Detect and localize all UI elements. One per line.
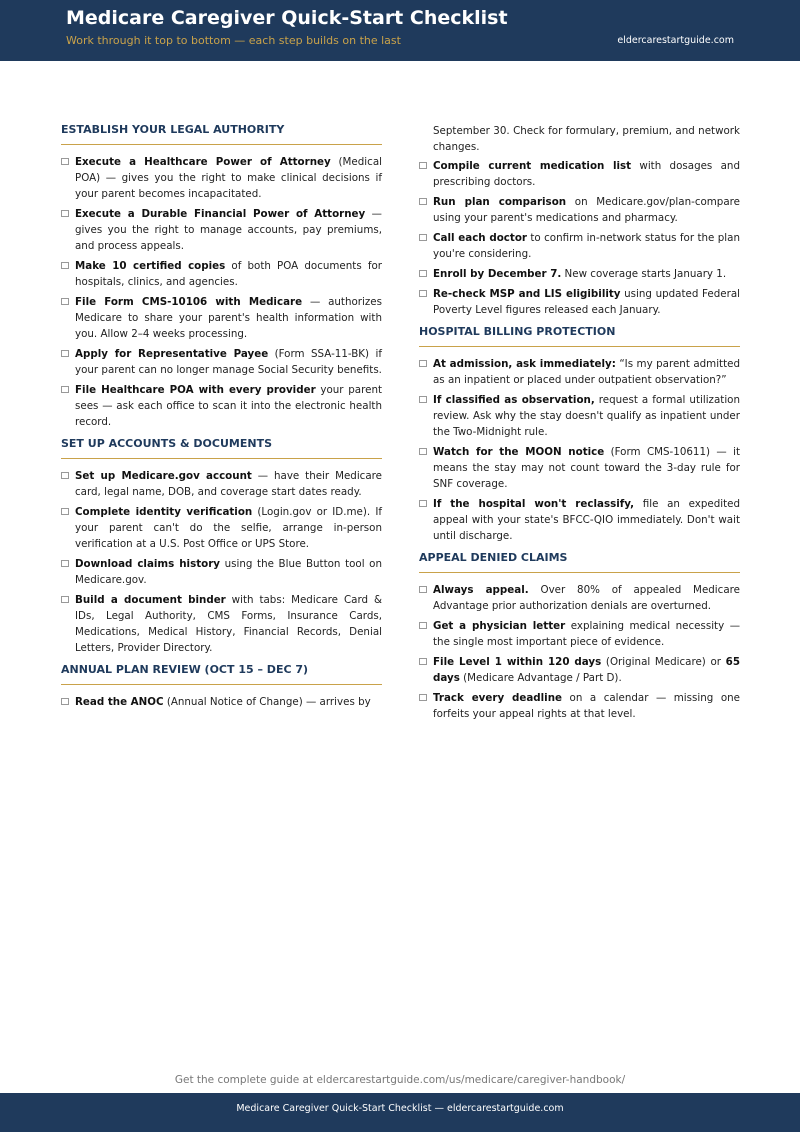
item-bold-text: Re-check MSP and LIS eligibility xyxy=(433,288,621,300)
footer-bar xyxy=(0,1093,800,1132)
checklist-item-text xyxy=(75,346,382,378)
checklist-item-text xyxy=(433,654,740,686)
checklist-item xyxy=(419,690,740,722)
checklist-item-text xyxy=(433,356,740,388)
item-bold-text: Run plan comparison xyxy=(433,196,567,208)
page-header xyxy=(0,0,800,61)
checklist-item-text xyxy=(433,158,740,190)
item-text: — authorizes Medicare to share your parent's health information with you. Allow 2–4 weeks processing. xyxy=(75,296,382,340)
item-bold-text: Compile current medication list xyxy=(433,160,632,172)
section-appeal xyxy=(419,551,740,722)
checklist-item-text xyxy=(75,556,382,588)
item-bold-text: Download claims history xyxy=(75,558,220,570)
checklist-item xyxy=(61,206,382,254)
checklist-item-text xyxy=(75,694,382,710)
item-text: to confirm in-network status for the plan you're considering. xyxy=(433,232,740,260)
checkbox[interactable] xyxy=(61,508,69,515)
item-text: your parent sees — ask each office to scan it into the electronic health record. xyxy=(75,384,383,428)
item-bold-text: 65 days xyxy=(433,656,740,684)
item-bold-text: Watch for the MOON notice xyxy=(433,446,605,458)
checklist-item-text xyxy=(433,496,740,544)
item-text: — have their Medicare card, legal name, DOB, and coverage start dates ready. xyxy=(75,470,382,498)
item-text: of both POA documents for hospitals, clinics, and agencies. xyxy=(75,260,382,288)
item-bold-text: File Level 1 within 120 days xyxy=(433,656,602,668)
item-bold-text: File Form CMS-10106 with Medicare xyxy=(75,296,303,308)
item-bold-text: Complete identity verification xyxy=(75,506,253,518)
item-bold-text: File Healthcare POA with every provider xyxy=(75,384,316,396)
checklist-item-text xyxy=(75,592,382,656)
page-subtitle: Work through it top to bottom — each step builds on the last xyxy=(66,34,401,47)
item-text: (Medicare Advantage / Part D). xyxy=(459,672,622,684)
item-text: on a calendar — missing one forfeits your appeal rights at that level. xyxy=(433,692,740,720)
checklist-item-text xyxy=(433,582,740,614)
section-title: APPEAL DENIED CLAIMS xyxy=(419,551,740,573)
checklist-item xyxy=(61,592,382,656)
checklist-item xyxy=(419,496,740,544)
checkbox[interactable] xyxy=(61,560,69,567)
checkbox[interactable] xyxy=(419,198,427,205)
section-annual-continued xyxy=(419,123,740,318)
item-bold-text: Call each doctor xyxy=(433,232,527,244)
checklist-item xyxy=(419,618,740,650)
checklist-item-text xyxy=(433,618,740,650)
checkbox[interactable] xyxy=(61,210,69,217)
section-hospital xyxy=(419,325,740,544)
checkbox[interactable] xyxy=(61,158,69,165)
item-text: (Form CMS-10611) — it means the stay may not count toward the 3-day rule for SNF coverage. xyxy=(433,446,740,490)
item-text: New coverage starts January 1. xyxy=(561,268,727,280)
section-accounts xyxy=(61,437,382,656)
item-text: with tabs: Medicare Card & IDs, Legal Authority, CMS Forms, Insurance Cards, Medications, Medical History, Financial Records, Denial Letters, Provider Directory. xyxy=(75,594,382,654)
checklist-item-text xyxy=(75,382,382,430)
checkbox[interactable] xyxy=(419,500,427,507)
item-bold-text: Execute a Healthcare Power of Attorney xyxy=(75,156,331,168)
item-bold-text: Get a physician letter xyxy=(433,620,566,632)
checklist-item-text xyxy=(75,294,382,342)
checklist-item-text xyxy=(433,392,740,440)
checklist-item xyxy=(419,392,740,440)
checklist-item-text xyxy=(433,266,740,282)
item-text: (Form SSA-11-BK) if your parent can no longer manage Social Security benefits. xyxy=(75,348,382,376)
checkbox[interactable] xyxy=(419,360,427,367)
checklist-item-text xyxy=(75,504,382,552)
item-text: with dosages and prescribing doctors. xyxy=(433,160,740,188)
checkbox[interactable] xyxy=(61,298,69,305)
section-annual xyxy=(61,663,382,710)
checkbox[interactable] xyxy=(419,162,427,169)
footer-bar-text: Medicare Caregiver Quick-Start Checklist — eldercarestartguide.com xyxy=(236,1103,564,1114)
checkbox[interactable] xyxy=(61,472,69,479)
item-text: (Login.gov or ID.me). If your parent can't do the selfie, arrange in-person verification at a U.S. Post Office or UPS Store. xyxy=(75,506,382,550)
checkbox[interactable] xyxy=(61,386,69,393)
checkbox[interactable] xyxy=(61,596,69,603)
checklist-item xyxy=(419,444,740,492)
section-title: ANNUAL PLAN REVIEW (OCT 15 – DEC 7) xyxy=(61,663,382,685)
left-column xyxy=(61,123,382,717)
item-text: (Original Medicare) or xyxy=(601,656,726,668)
item-text: using the Blue Button tool on Medicare.gov. xyxy=(75,558,383,586)
item-text: (Medical POA) — gives you the right to make clinical decisions if your parent becomes incapacitated. xyxy=(75,156,382,200)
checklist-item-text xyxy=(433,444,740,492)
section-title: HOSPITAL BILLING PROTECTION xyxy=(419,325,740,347)
checklist-item xyxy=(419,158,740,190)
checklist-item xyxy=(61,468,382,500)
page-title: Medicare Caregiver Quick-Start Checklist xyxy=(66,7,508,29)
checklist-item-text xyxy=(75,154,382,202)
checkbox[interactable] xyxy=(419,448,427,455)
checklist-item xyxy=(419,230,740,262)
checkbox[interactable] xyxy=(419,234,427,241)
item-bold-text: Always appeal. xyxy=(433,584,529,596)
checklist-item xyxy=(419,356,740,388)
checkbox[interactable] xyxy=(61,262,69,269)
section-legal xyxy=(61,123,382,430)
checkbox[interactable] xyxy=(419,586,427,593)
checklist-item xyxy=(61,694,382,710)
checklist-item-text xyxy=(433,230,740,262)
item-bold-text: Track every deadline xyxy=(433,692,563,704)
item-text: explaining medical necessity — the single most important piece of evidence. xyxy=(433,620,741,648)
item-text: using updated Federal Poverty Level figures released each January. xyxy=(433,288,740,316)
checklist-item xyxy=(61,154,382,202)
item-bold-text: Read the ANOC xyxy=(75,696,164,708)
item-bold-text: Make 10 certified copies xyxy=(75,260,226,272)
checklist-item xyxy=(61,504,382,552)
checkbox[interactable] xyxy=(419,290,427,297)
checklist-item xyxy=(61,556,382,588)
checkbox[interactable] xyxy=(419,396,427,403)
footer-guide-link[interactable]: Get the complete guide at eldercarestartguide.com/us/medicare/caregiver-handbook/ xyxy=(174,1074,626,1086)
checklist-item xyxy=(419,194,740,226)
item-continuation-text: September 30. Check for formulary, premium, and network changes. xyxy=(433,125,740,153)
checklist-item xyxy=(61,346,382,378)
checklist-item-text xyxy=(433,194,740,226)
item-bold-text: At admission, ask immediately: xyxy=(433,358,616,370)
checklist-item xyxy=(419,654,740,686)
checklist-item xyxy=(419,286,740,318)
checkbox[interactable] xyxy=(419,694,427,701)
item-text: (Annual Notice of Change) — arrives by xyxy=(163,696,371,708)
checkbox[interactable] xyxy=(61,698,69,705)
item-bold-text: If classified as observation, xyxy=(433,394,595,406)
checkbox[interactable] xyxy=(419,270,427,277)
checklist-item-text xyxy=(75,468,382,500)
section-title: ESTABLISH YOUR LEGAL AUTHORITY xyxy=(61,123,382,145)
item-text: request a formal utilization review. Ask why the stay doesn't qualify as inpatient under the Two-Midnight rule. xyxy=(433,394,741,438)
item-text: — gives you the right to manage accounts, pay premiums, and process appeals. xyxy=(75,208,382,252)
site-name: eldercarestartguide.com xyxy=(617,35,734,46)
item-bold-text: Execute a Durable Financial Power of Attorney xyxy=(75,208,366,220)
item-text: file an expedited appeal with your state's BFCC-QIO immediately. Don't wait until discharge. xyxy=(433,498,740,542)
item-bold-text: Set up Medicare.gov account xyxy=(75,470,252,482)
item-bold-text: Apply for Representative Payee xyxy=(75,348,269,360)
checkbox[interactable] xyxy=(61,350,69,357)
item-bold-text: Build a document binder xyxy=(75,594,226,606)
checkbox[interactable] xyxy=(419,622,427,629)
checklist-item xyxy=(61,294,382,342)
checklist-item xyxy=(61,258,382,290)
checkbox[interactable] xyxy=(419,658,427,665)
item-bold-text: If the hospital won't reclassify, xyxy=(433,498,635,510)
item-text: “Is my parent admitted as an inpatient or placed under outpatient observation?” xyxy=(433,358,741,386)
right-column xyxy=(419,123,740,729)
checklist-item xyxy=(419,266,740,282)
checklist-item-text xyxy=(75,258,382,290)
section-title: SET UP ACCOUNTS & DOCUMENTS xyxy=(61,437,382,459)
checklist-item-text xyxy=(433,286,740,318)
item-bold-text: Enroll by December 7. xyxy=(433,268,562,280)
checklist-item-text xyxy=(75,206,382,254)
checklist-item xyxy=(61,382,382,430)
checklist-item-text xyxy=(433,690,740,722)
item-text: Over 80% of appealed Medicare Advantage prior authorization denials are overturned. xyxy=(433,584,740,612)
checklist-item xyxy=(419,582,740,614)
item-text: on Medicare.gov/plan-compare using your parent's medications and pharmacy. xyxy=(433,196,740,224)
